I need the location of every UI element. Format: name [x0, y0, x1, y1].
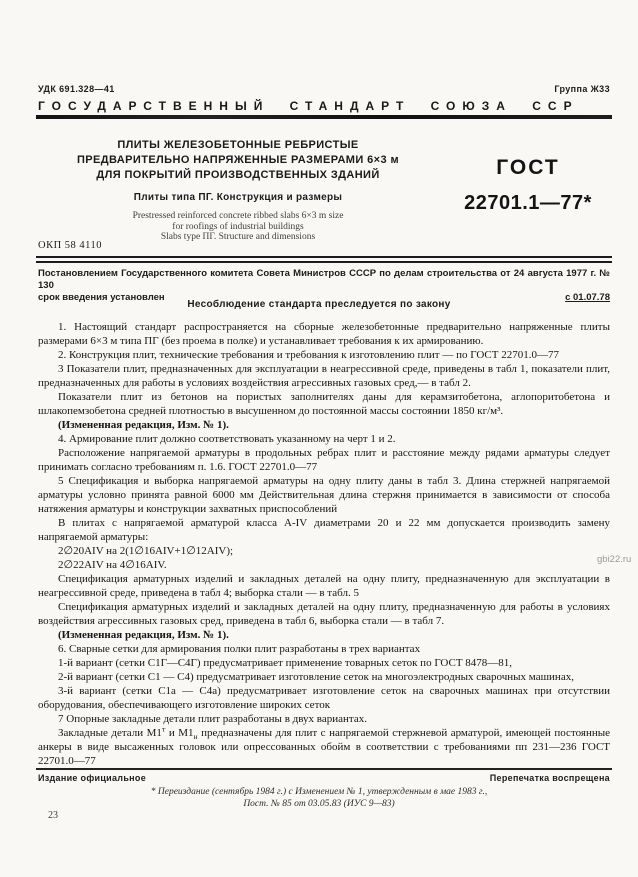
- site-watermark: gbi22.ru: [597, 554, 632, 565]
- variant-2: 2-й вариант (сетки С1 — С4) предусматривает изготовление сеток на многоэлектродных сварочных машинах,: [58, 671, 574, 683]
- enforcement-date: с 01.07.78: [565, 292, 610, 303]
- variant-1: 1-й вариант (сетки С1Г—С4Г) предусматривает применение товарных сеток по ГОСТ 8478—81,: [58, 657, 513, 669]
- m1-text-part: предназначены для плит с напрягаемой стержневой арматурой, имеющей постоянные анкеры в виде высаженных головок или опрессованных обойм в соответствии с требованиями пп 231—236 ГОСТ 22701.0—77: [38, 727, 611, 767]
- gost-label: ГОСТ: [496, 156, 560, 179]
- body-text: [38, 320, 610, 768]
- rebar-substitution-1: 2∅20АIV на 2(1∅16АIV+1∅12АIV);: [58, 545, 234, 557]
- okp-code: ОКП 58 4110: [38, 240, 103, 251]
- subtitle: Плиты типа ПГ. Конструкция и размеры: [133, 192, 343, 203]
- group-label: Группа Ж33: [554, 84, 610, 94]
- m1-text-part: Закладные детали М1: [58, 727, 162, 739]
- title-section: [38, 138, 612, 243]
- body-paragraph-4: Показатели плит из бетонов на пористых заполнителях даны для керамзитобетона, аглопоритобетона и шлакопемзобетона средней плотностью в высушенном до постоянной массы состоянии 1850 кг/м³.: [38, 391, 610, 417]
- variant-3: 3-й вариант (сетки С1а — С4а) предусматривает изготовление сеток на сварочных машинах при отсутствии оборудования, обеспечивающего изготовление широких сеток: [38, 685, 610, 711]
- body-paragraph-m1: [38, 726, 610, 768]
- title-left-column: [38, 138, 444, 243]
- footer-row: [38, 773, 610, 783]
- body-paragraph-10: Спецификация арматурных изделий и закладных деталей на одну плиту, предназначенную для работы в условиях воздействия агрессивных газовых сред, приведена в табл 6, выборка стали — в табл 7.: [38, 601, 610, 627]
- title-line-2: ПРЕДВАРИТЕЛЬНО НАПРЯЖЕННЫЕ РАЗМЕРАМИ 6×3 м: [77, 154, 399, 166]
- body-paragraph-5: 4. Армирование плит должно соответствовать указанному на черт 1 и 2.: [58, 433, 396, 445]
- official-edition-label: Издание официальное: [38, 773, 147, 783]
- header-rule: [36, 115, 612, 119]
- amendment-note-2: (Измененная редакция, Изм. № 1).: [58, 629, 229, 641]
- amendment-note-1: (Измененная редакция, Изм. № 1).: [58, 419, 229, 431]
- body-paragraph-11: 6. Сварные сетки для армирования полки плит разработаны в трех вариантах: [58, 643, 421, 655]
- gost-designation-block: [444, 138, 612, 243]
- udk-label: УДК 691.328—41: [38, 84, 115, 94]
- body-paragraph-2: 2. Конструкция плит, технические требования и требования к изготовлению плит — по ГОСТ 22701.0—77: [58, 349, 559, 361]
- rebar-substitution-2: 2∅22АIV на 4∅16АIV.: [58, 559, 167, 571]
- reissue-note: [60, 787, 578, 810]
- title-line-3: ДЛЯ ПОКРЫТИЙ ПРОИЗВОДСТВЕННЫХ ЗДАНИЙ: [96, 169, 380, 181]
- term-label: срок введения установлен: [38, 292, 165, 303]
- english-title-line-3: Slabs type ПГ. Structure and dimensions: [160, 232, 316, 242]
- body-paragraph-7: 5 Спецификация и выборка напрягаемой арматуры на одну плиту даны в табл 3. Длина стержней напрягаемой арматуры условно принята равной 6000 мм Действительная длина стержня принимается в зависимости от способа натяжения арматуры и конструкции захватных приспособлений: [38, 475, 610, 515]
- reissue-note-line-2: Пост. № 85 от 03.05.83 (ИУС 9—83): [243, 798, 395, 809]
- m1-subscript: н: [193, 732, 198, 742]
- decree-text: Постановлением Государственного комитета Совета Министров СССР по делам строительства от 24 августа 1977 г. № 130: [38, 268, 610, 291]
- body-paragraph-9: Спецификация арматурных изделий и закладных деталей на одну плиту, предназначенную для эксплуатации в неагрессивной среде, приведена в табл 4; выборка стали — в табл. 5: [38, 573, 610, 599]
- body-paragraph-1: 1. Настоящий стандарт распространяется на сборные железобетонные предварительно напряженные плиты размерами 6×3 м типа ПГ (без проема в полке) и устанавливает требования к их армированию.: [38, 321, 610, 347]
- body-paragraph-8: В плитах с напрягаемой арматурой класса А-IV диаметрами 20 и 22 мм допускается производить замену напрягаемой арматуры:: [38, 517, 610, 543]
- law-notice: Несоблюдение стандарта преследуется по закону: [187, 299, 451, 310]
- title-line-1: ПЛИТЫ ЖЕЛЕЗОБЕТОННЫЕ РЕБРИСТЫЕ: [117, 139, 359, 151]
- double-rule: [36, 256, 612, 263]
- english-title-line-1: Prestressed reinforced concrete ribbed slabs 6×3 m size: [132, 211, 344, 221]
- body-paragraph-12: 7 Опорные закладные детали плит разработаны в двух вариантах.: [58, 713, 367, 725]
- m1-superscript: т: [161, 724, 166, 734]
- body-paragraph-3: 3 Показатели плит, предназначенных для эксплуатации в неагрессивной среде, приведены в табл 1, показатели плит, предназначенных для работы в условиях воздействия агрессивных газовых сред,— в табл 2.: [38, 363, 610, 389]
- reprint-prohibited-label: Перепечатка воспрещена: [489, 773, 610, 783]
- body-paragraph-6: Расположение напрягаемой арматуры в продольных ребрах плит и расстояние между рядами арматуры следует принимать согласно требованиям п. 1.6. ГОСТ 22701.0—77: [38, 447, 610, 473]
- standard-org-title: ГОСУДАРСТВЕННЫЙ СТАНДАРТ СОЮЗА ССР: [38, 99, 579, 113]
- footer-rule: [36, 768, 612, 770]
- m1-text-part: и М1: [165, 727, 194, 739]
- english-title-line-2: for roofings of industrial buildings: [172, 221, 304, 232]
- page-number: 23: [48, 810, 58, 821]
- gost-number: 22701.1—77*: [464, 192, 592, 214]
- top-meta-row: [38, 84, 610, 94]
- english-title: [38, 211, 438, 243]
- reissue-note-line-1: * Переиздание (сентябрь 1984 г.) с Изменением № 1, утвержденным в мае 1983 г.,: [150, 787, 488, 797]
